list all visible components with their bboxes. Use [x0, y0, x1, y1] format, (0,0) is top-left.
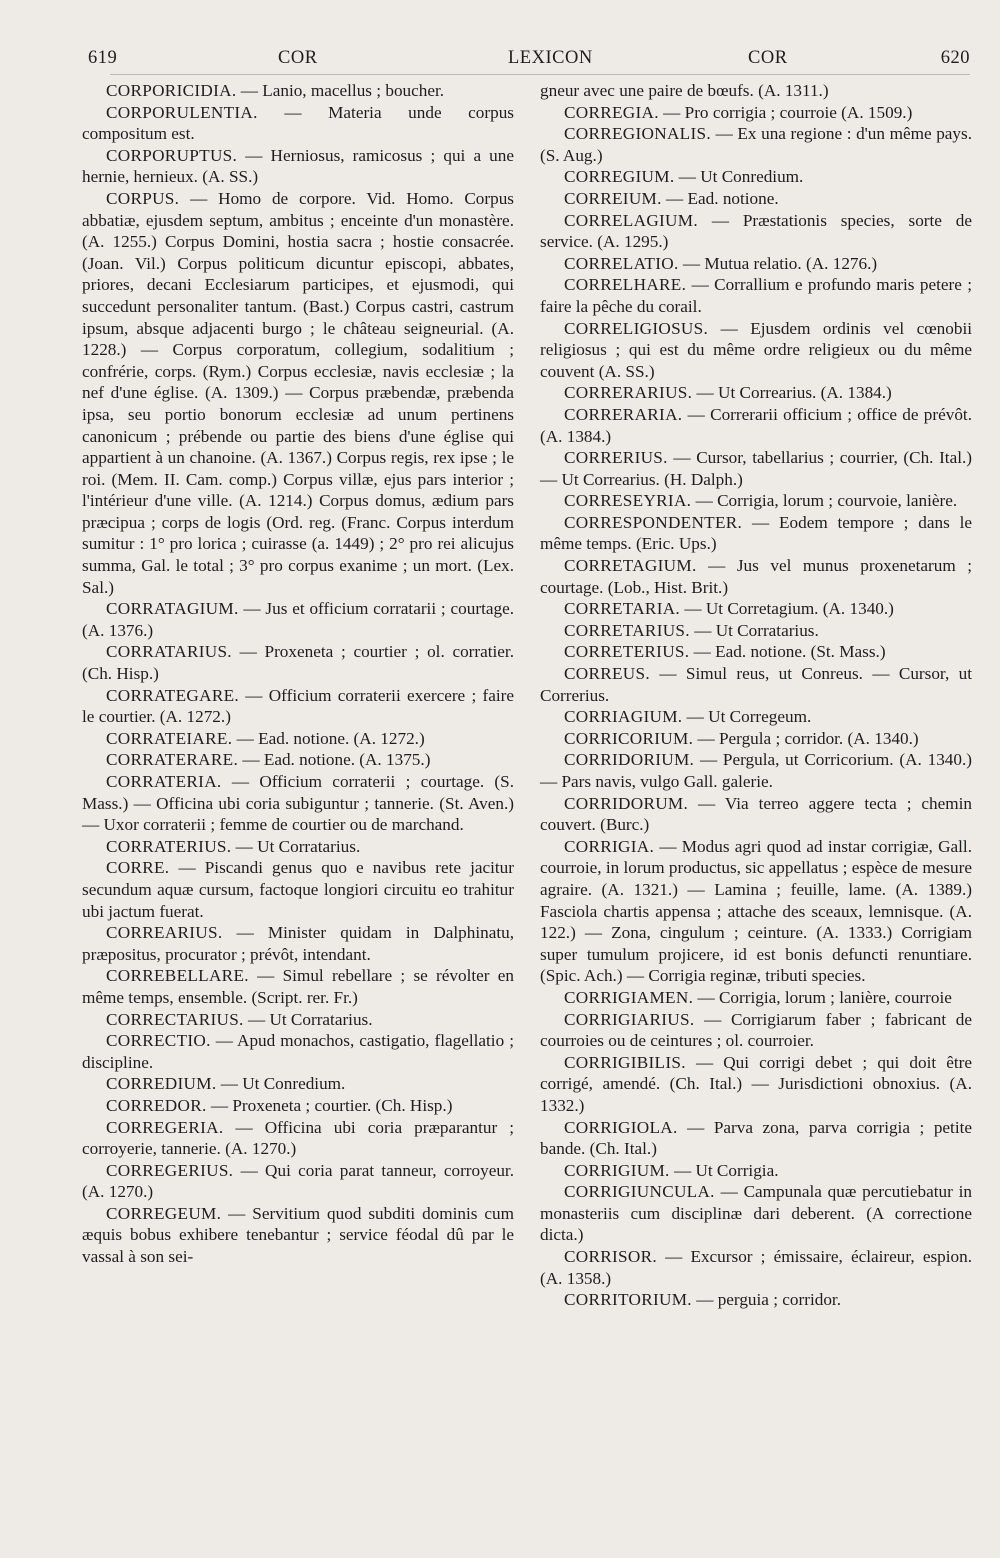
entry-headword: CORRIDORIUM.	[564, 750, 695, 770]
entry-headword: CORPUS.	[106, 188, 180, 208]
dictionary-entry	[540, 102, 972, 124]
entry-definition: — Ut Correarius. (A. 1384.)	[696, 383, 892, 403]
entry-headword: CORPORULENTIA.	[106, 102, 258, 122]
entry-definition: — Proxeneta ; courtier. (Ch. Hisp.)	[210, 1095, 453, 1115]
entry-headword: CORREGEUM.	[106, 1203, 222, 1223]
header-rule	[110, 74, 970, 75]
entry-definition: — Simul rebellare ; se révolter en même temps, ensemble. (Script. rer. Fr.)	[82, 966, 515, 1007]
entry-definition: — Campunala quæ percutiebatur in monasteriis cum disciplinæ dari deberent. (A correctione dicta.)	[540, 1182, 972, 1245]
entry-headword: CORRIGIBILIS.	[564, 1052, 686, 1072]
dictionary-entry	[82, 145, 514, 188]
entry-headword: CORRETARIUS.	[564, 620, 690, 640]
dictionary-entry	[82, 1073, 514, 1095]
entry-headword: CORREDOR.	[106, 1095, 207, 1115]
dictionary-entry	[540, 274, 972, 317]
entry-definition: — Modus agri quod ad instar corrigiæ, Gall. courroie, in lorum productus, sic appellatus ; espèce de mesure agraire. (A. 1321.) — Lamina ; feuille, lame. (A. 1389.) Fasciola chartis appensa ; attache des sceaux, lemnisque. (A. 122.) — Zona, cingulum ; ceinture. (A. 1333.) Corrigiam super tumulum projicere, id est bonis defuncti renuntiare. (Spic. Ach.) — Corrigia reginæ, tributi species.	[540, 836, 972, 986]
dictionary-entry	[82, 188, 514, 598]
entry-headword: CORREDIUM.	[106, 1074, 217, 1094]
dictionary-entry	[82, 1160, 514, 1203]
entry-definition: — Qui corrigi debet ; qui doit être corrigé, amendé. (Ch. Ital.) — Jurisdictioni obnoxius. (A. 1332.)	[540, 1052, 972, 1115]
dictionary-entry	[540, 188, 972, 210]
dictionary-entry	[82, 102, 514, 145]
dictionary-entry	[540, 490, 972, 512]
entry-headword: CORRATEIARE.	[106, 728, 233, 748]
entry-headword: CORRESEYRIA.	[564, 491, 692, 511]
entry-definition: — Piscandi genus quo e navibus rete jacitur secundum aquæ cursum, factoque longiori circuitu eo trahitur ubi jactum fuerat.	[82, 858, 514, 921]
dictionary-entry	[82, 728, 514, 750]
entry-definition: — Ead. notione. (A. 1272.)	[236, 728, 425, 748]
entry-definition: — Ead. notione.	[666, 188, 779, 208]
entry-headword: CORRIGIUM.	[564, 1160, 670, 1180]
dictionary-entry	[540, 1181, 972, 1246]
entry-headword: CORRATERIA.	[106, 772, 222, 791]
entry-definition: — Pergula ; corridor. (A. 1340.)	[697, 728, 919, 748]
entry-definition: — Corrallium e profundo maris petere ; faire la pêche du corail.	[540, 275, 972, 316]
entry-headword: CORRECTARIUS.	[106, 1009, 244, 1029]
dictionary-entry	[540, 253, 972, 275]
dictionary-entry	[82, 641, 514, 684]
dictionary-entry	[540, 447, 972, 490]
entry-headword: CORREARIUS.	[106, 923, 223, 943]
entry-headword: CORRERARIA.	[564, 404, 683, 424]
dictionary-entry	[540, 1052, 972, 1117]
entry-headword: CORRELAGIUM.	[564, 210, 698, 230]
entry-definition: — Corrigia, lorum ; courvoie, lanière.	[695, 491, 958, 511]
entry-headword: CORRECTIO.	[106, 1031, 211, 1051]
entry-headword: CORREIUM.	[564, 188, 662, 208]
dictionary-entry	[540, 663, 972, 706]
entry-headword: CORRE.	[106, 858, 170, 878]
entry-definition: — Minister quidam in Dalphinatu, præpositus, procurator ; prévôt, intendant.	[82, 923, 515, 964]
entry-definition: — Ut Corretagium. (A. 1340.)	[684, 599, 894, 619]
dictionary-entry	[540, 836, 972, 987]
left-page-number: 619	[88, 48, 118, 68]
dictionary-entry	[540, 80, 972, 102]
dictionary-entry	[82, 80, 514, 102]
dictionary-entry	[540, 706, 972, 728]
entry-headword: CORRIGIA.	[564, 836, 655, 856]
dictionary-entry	[82, 857, 514, 922]
entry-headword: CORRERARIUS.	[564, 383, 693, 403]
dictionary-entry	[82, 1203, 514, 1268]
entry-definition: — Jus vel munus proxenetarum ; courtage. (Lob., Hist. Brit.)	[540, 556, 973, 597]
entry-headword: CORRIGIARIUS.	[564, 1009, 695, 1029]
entry-definition: — Officium corraterii exercere ; faire le courtier. (A. 1272.)	[82, 685, 515, 727]
entry-headword: CORRIGIUNCULA.	[564, 1182, 715, 1202]
dictionary-entry	[82, 749, 514, 771]
left-guide-word: COR	[278, 48, 318, 68]
entry-headword: CORREBELLARE.	[106, 966, 249, 986]
entry-headword: CORREUS.	[564, 664, 650, 684]
entry-headword: CORRIGIOLA.	[564, 1117, 678, 1137]
entry-definition: — Ut Conredium.	[678, 167, 804, 187]
dictionary-entry	[540, 404, 972, 447]
entry-definition: — Ut Corrigia.	[673, 1160, 779, 1180]
entry-definition: — perguia ; corridor.	[696, 1290, 842, 1310]
dictionary-entry	[82, 598, 514, 641]
entry-definition: — Pergula, ut Corricorium. (A. 1340.) — Pars navis, vulgo Gall. galerie.	[540, 750, 973, 791]
dictionary-entry	[82, 1095, 514, 1117]
dictionary-entry	[540, 210, 972, 253]
entry-definition: — Correrarii officium ; office de prévôt. (A. 1384.)	[540, 404, 972, 446]
dictionary-entry	[82, 1117, 514, 1160]
entry-definition: — Pro corrigia ; courroie (A. 1509.)	[663, 102, 913, 122]
dictionary-entry	[540, 123, 972, 166]
entry-headword: CORRESPONDENTER.	[564, 512, 743, 532]
dictionary-entry	[540, 641, 972, 663]
entry-definition: — Lanio, macellus ; boucher.	[240, 81, 445, 100]
entry-headword: CORRETARIA.	[564, 599, 681, 619]
entry-headword: CORRIDORUM.	[564, 793, 689, 813]
entry-definition: — Homo de corpore. Vid. Homo. Corpus abbatiæ, ejusdem septum, ambitus ; enceinte d'un monastère. (A. 1255.) Corpus Domini, hostia sacra ; hostie consacrée. (Joan. Vil.) Corpus politicum dicuntur episcopi, abbates, priores, decani Ecclesiarum participes, et ejusmodi, qui succedunt personaliter tantum. (Bast.) Corpus castri, castrum ipsum, absque adjacenti burgo ; le château seigneurial. (A. 1228.) — Corpus corporatum, collegium, sodalitium ; confrérie, corps. (Rym.) Corpus ecclesiæ, navis ecclesiæ ; la nef d'une église. (A. 1309.) — Corpus præbendæ, præbenda ipsa, seu portio bonorum ecclesiæ ad unum pertinens canonicum ; prébende ou partie des biens d'une église qui appartient à un chanoine. (A. 1367.) Corpus regis, rex ipse ; le roi. (Mem. II. Cam. comp.) Corpus villæ, ejus pars interior ; l'intérieur d'une ville. (A. 1214.) Corpus domus, ædium pars præcipua ; corps de logis (Ord. reg. (Franc. Corpus interdum sumitur : 1° pro lorica ; cuirasse (a. 1449) ; 2° pro rei alicujus summa, Gal. le total ; 3° pro corpus exanime ; un mort. (Lex. Sal.)	[82, 188, 514, 597]
entry-definition: — Apud monachos, castigatio, flagellatio ; discipline.	[82, 1031, 514, 1072]
right-guide-word: COR	[748, 48, 788, 68]
entry-headword: CORPORUPTUS.	[106, 145, 238, 165]
entry-definition: — Corrigiarum faber ; fabricant de courroies ou de ceintures ; ol. courroier.	[540, 1009, 972, 1051]
entry-definition: — Ead. notione. (A. 1375.)	[242, 750, 431, 770]
entry-definition: — Ejusdem ordinis vel cœnobii religiosus ; qui est du même ordre religieux ou du même couvent (A. SS.)	[540, 318, 973, 381]
entry-definition: — Parva zona, parva corrigia ; petite bande. (Ch. Ital.)	[540, 1117, 972, 1159]
entry-definition: — Ut Conredium.	[220, 1074, 346, 1094]
entry-headword: CORRATARIUS.	[106, 642, 232, 662]
dictionary-entry	[540, 620, 972, 642]
entry-definition: — Officium corraterii ; courtage. (S. Mass.) — Officina ubi coria subiguntur ; tannerie. (St. Aven.) — Uxor corraterii ; femme de courtier ou de marchand.	[82, 772, 515, 835]
entry-headword: CORRATERIUS.	[106, 836, 232, 856]
entry-definition: — Proxeneta ; courtier ; ol. corratier. (Ch. Hisp.)	[82, 642, 515, 684]
entry-headword: CORRIGIAMEN.	[564, 987, 694, 1007]
dictionary-entry	[540, 1160, 972, 1182]
entry-definition: — Ut Corratarius.	[694, 620, 819, 640]
entry-definition: — Ut Corregeum.	[686, 707, 812, 727]
entry-definition: — Cursor, tabellarius ; courrier, (Ch. Ital.) — Ut Correarius. (H. Dalph.)	[540, 448, 973, 489]
entry-headword: CORREGERIA.	[106, 1117, 224, 1137]
entry-definition: — Excursor ; émissaire, éclaireur, espion. (A. 1358.)	[540, 1247, 972, 1288]
entry-headword: CORRETAGIUM.	[564, 556, 697, 576]
entry-headword: CORREGIONALIS.	[564, 124, 711, 144]
dictionary-entry	[540, 728, 972, 750]
entry-headword: CORRETERIUS.	[564, 642, 690, 662]
entry-definition: — Corrigia, lorum ; lanière, courroie	[697, 987, 952, 1007]
entry-headword: CORRICORIUM.	[564, 728, 694, 748]
dictionary-entry	[82, 922, 514, 965]
entry-headword: CORRELHARE.	[564, 275, 687, 295]
entry-definition: — Ex una regione : d'un même pays. (S. Aug.)	[540, 124, 972, 165]
dictionary-entry	[540, 318, 972, 383]
dictionary-entry	[540, 166, 972, 188]
entry-headword: CORPORICIDIA.	[106, 81, 237, 100]
entry-definition: — Qui coria parat tanneur, corroyeur. (A. 1270.)	[82, 1160, 515, 1202]
entry-definition: — Jus et officium corratarii ; courtage. (A. 1376.)	[82, 599, 514, 640]
entry-headword: CORRELIGIOSUS.	[564, 318, 709, 338]
entry-definition: — Ut Corratarius.	[247, 1009, 373, 1029]
dictionary-entry	[540, 1009, 972, 1052]
entry-headword: CORRATEGARE.	[106, 685, 239, 705]
entry-headword: CORREGIUM.	[564, 167, 675, 187]
left-column	[82, 80, 514, 1268]
entry-definition: — Via terreo aggere tecta ; chemin couvert. (Burc.)	[540, 793, 972, 835]
dictionary-entry	[82, 771, 514, 836]
dictionary-entry	[82, 685, 514, 728]
entry-headword: CORREGERIUS.	[106, 1160, 234, 1180]
running-header	[88, 48, 970, 74]
entry-definition: gneur avec une paire de bœufs. (A. 1311.)	[540, 81, 829, 100]
entry-definition: — Eodem tempore ; dans le même temps. (Eric. Ups.)	[540, 512, 973, 554]
dictionary-entry	[540, 793, 972, 836]
dictionary-entry	[540, 598, 972, 620]
entry-definition: — Ut Corratarius.	[235, 836, 361, 856]
dictionary-entry	[82, 965, 514, 1008]
dictionary-entry	[540, 555, 972, 598]
entry-definition: — Mutua relatio. (A. 1276.)	[682, 253, 878, 273]
entry-definition: — Materia unde corpus compositum est.	[82, 102, 514, 144]
dictionary-entry	[540, 512, 972, 555]
dictionary-entry	[540, 1246, 972, 1289]
dictionary-entry	[82, 836, 514, 858]
entry-headword: CORRATAGIUM.	[106, 599, 239, 619]
entry-headword: CORRELATIO.	[564, 253, 679, 273]
dictionary-entry	[540, 749, 972, 792]
entry-definition: — Servitium quod subditi dominis cum æquis bobus exhibere tenebantur ; service féodal dû par le vassal à son sei-	[82, 1203, 515, 1267]
dictionary-entry	[82, 1030, 514, 1073]
entry-definition: — Officina ubi coria præparantur ; corroyerie, tannerie. (A. 1270.)	[82, 1117, 514, 1159]
entry-headword: CORREGIA.	[564, 102, 659, 122]
entry-headword: CORRATERARE.	[106, 750, 239, 770]
dictionary-entry	[540, 1117, 972, 1160]
entry-definition: — Herniosus, ramicosus ; qui a une hernie, hernieux. (A. SS.)	[82, 145, 515, 187]
dictionary-entry	[540, 382, 972, 404]
dictionary-entry	[540, 1289, 972, 1311]
dictionary-entry	[540, 987, 972, 1009]
entry-definition: — Præstationis species, sorte de service. (A. 1295.)	[540, 210, 973, 252]
page-title: LEXICON	[508, 48, 593, 68]
right-column	[540, 80, 972, 1311]
entry-headword: CORRERIUS.	[564, 448, 668, 468]
entry-headword: CORRISOR.	[564, 1247, 657, 1267]
entry-headword: CORRITORIUM.	[564, 1290, 692, 1310]
entry-definition: — Ead. notione. (St. Mass.)	[693, 642, 886, 662]
entry-definition: — Simul reus, ut Conreus. — Cursor, ut Correrius.	[540, 664, 972, 705]
right-page-number: 620	[940, 48, 970, 68]
entry-headword: CORRIAGIUM.	[564, 707, 683, 727]
dictionary-entry	[82, 1009, 514, 1031]
